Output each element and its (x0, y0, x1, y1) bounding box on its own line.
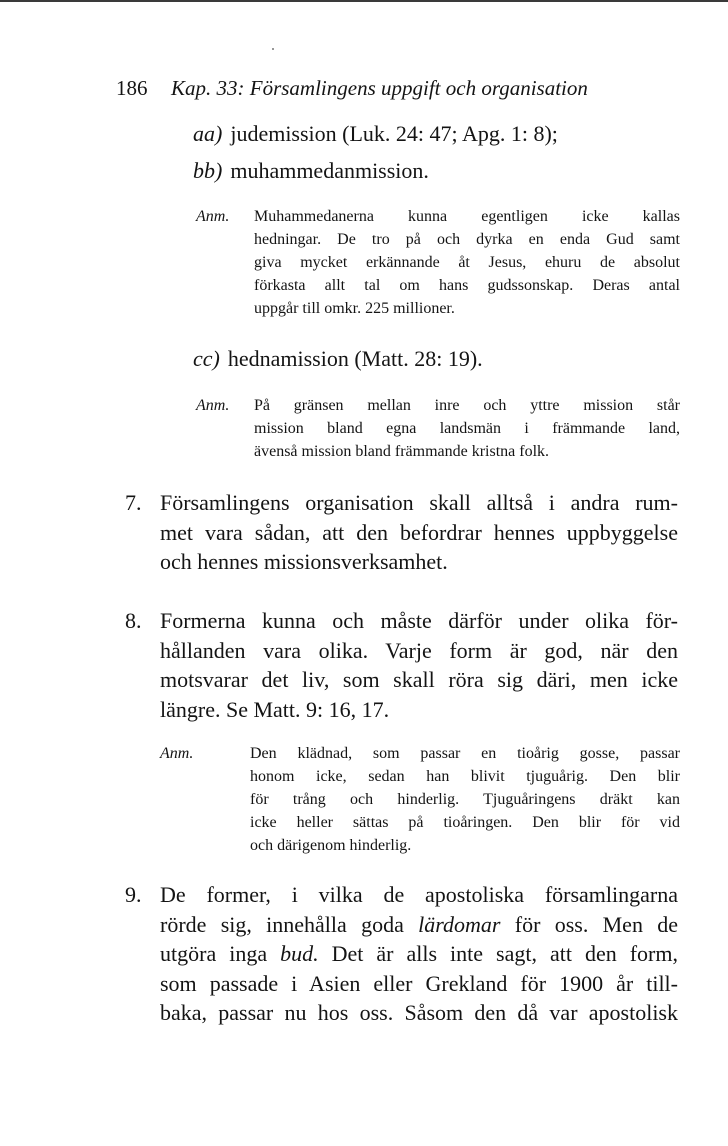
note-label: Anm. (196, 208, 230, 225)
paragraph-body (160, 606, 678, 724)
text-run: utgöra inga (160, 941, 281, 966)
paragraph-number: 8. (125, 608, 142, 633)
paragraph-body (160, 880, 678, 1028)
paragraph-line: baka, passar nu hos oss. Såsom den då var apostolisk (160, 1000, 678, 1025)
note-line: På gränsen mellan inre och yttre mission står (254, 397, 680, 414)
paragraph-7 (125, 488, 685, 580)
note-line: mission bland egna landsmän i främmande land, (254, 420, 680, 437)
top-border-rule (0, 0, 728, 2)
subitem-cc-text: hednamission (Matt. 28: 19). (227, 346, 483, 371)
subitem-aa-text: judemission (Luk. 24: 47; Apg. 1: 8); (230, 121, 558, 146)
text-run: Det är alls inte sagt, att den form, (318, 941, 678, 966)
paragraph-number: 9. (125, 882, 142, 907)
paragraph-number: 7. (125, 490, 142, 515)
note-label: Anm. (160, 745, 194, 762)
note-text (250, 742, 680, 857)
running-title: Kap. 33: Församlingens uppgift och organisation (171, 76, 588, 100)
paragraph-line: Församlingens organisation skall alltså i andra rum- (160, 490, 678, 515)
paragraph-8 (125, 606, 685, 728)
paragraph-line: som passade i Asien eller Grekland för 1900 år till- (160, 970, 678, 996)
emphasis-bud: bud. (280, 941, 319, 966)
subitem-bb-label: bb) (193, 158, 223, 183)
note-gransmission (196, 394, 680, 466)
emphasis-lardomar: lärdomar (418, 911, 501, 937)
paragraph-line: Formerna kunna och måste därför under olika för- (160, 608, 678, 633)
note-line: hedningar. De tro på och dyrka en enda Gud samt (254, 231, 680, 248)
subitem-bb (193, 158, 429, 184)
note-kladnad (160, 742, 680, 860)
paragraph-line: och hennes missionsverksamhet. (160, 549, 448, 574)
note-text (254, 394, 680, 463)
subitem-cc-label: cc) (193, 346, 220, 371)
note-line: Den klädnad, som passar en tioårig gosse, passar (250, 745, 680, 762)
subitem-aa (193, 121, 558, 147)
paragraph-line: motsvarar det liv, som skall röra sig däri, men icke (160, 667, 678, 692)
note-line: giva mycket erkännande åt Jesus, ehuru de absolut (254, 254, 680, 271)
note-line: Muhammedanerna kunna egentligen icke kallas (254, 208, 680, 225)
subitem-cc (193, 346, 483, 372)
note-line: icke heller sättas på tioåringen. Den blir för vid (250, 814, 680, 831)
paragraph-line: De former, i vilka de apostoliska församlingarna (160, 882, 678, 907)
paragraph-line: hållanden vara olika. Varje form är god, när den (160, 637, 678, 663)
note-line: och därigenom hinderlig. (250, 837, 412, 854)
paragraph-body (160, 488, 678, 577)
subitem-aa-label: aa) (193, 121, 223, 146)
text-run: rörde sig, innehålla goda (160, 911, 419, 937)
text-run: för oss. Men de (500, 911, 678, 937)
note-line: ävenså mission bland främmande kristna folk. (254, 443, 550, 460)
paragraph-9 (125, 880, 685, 1032)
note-line: för trång och hinderlig. Tjuguåringens dräkt kan (250, 791, 680, 808)
note-label: Anm. (196, 397, 230, 414)
running-header (116, 76, 588, 101)
note-text (254, 205, 680, 320)
paragraph-line (160, 910, 678, 940)
paragraph-line: met vara sådan, att den befordrar hennes uppbyggelse (160, 519, 678, 545)
note-line: honom icke, sedan han blivit tjuguårig. Den blir (250, 768, 680, 785)
paragraph-line (160, 939, 678, 969)
page-number: 186 (116, 76, 148, 100)
subitem-bb-text: muhammedanmission. (230, 158, 429, 183)
paragraph-line: längre. Se Matt. 9: 16, 17. (160, 696, 390, 722)
note-line: uppgår till omkr. 225 millioner. (254, 300, 455, 317)
print-speck (272, 48, 274, 50)
note-muhammedaner (196, 205, 680, 325)
note-line: förkasta allt tal om hans gudssonskap. Deras antal (254, 277, 680, 294)
